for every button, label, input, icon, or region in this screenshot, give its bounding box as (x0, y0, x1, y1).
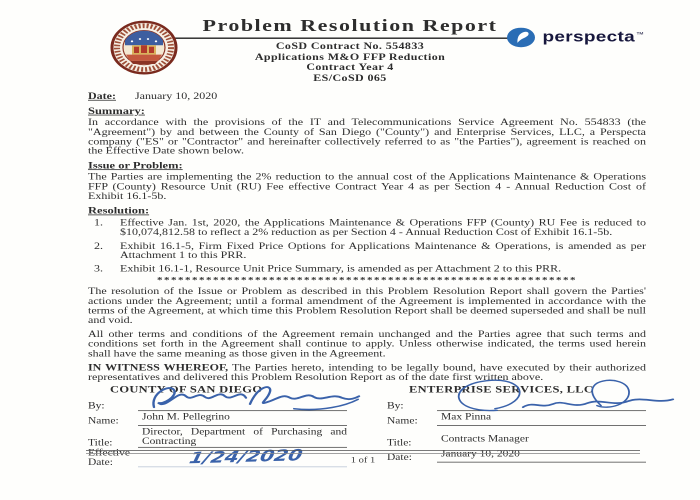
document-body (0, 91, 700, 467)
issue-heading: Issue or Problem: (88, 160, 183, 171)
other-terms-paragraph: All other terms and conditions of the Agreement remain unchanged and the Parties agree that such terms and conditions set forth in the Agreement shall continue to apply. Unless otherwise indicated, the terms used herein shall have the same meaning as those given in the Agreement. (88, 328, 646, 359)
contract-year: Contract Year 4 (306, 61, 394, 73)
contract-number: CoSD Contract No. 554833 (275, 40, 425, 52)
es-signer-title: Contracts Manager (441, 434, 529, 445)
footer-rule (86, 450, 640, 454)
handwritten-date: 1/24/2020 (187, 445, 305, 468)
page-title: Problem Resolution Report (202, 15, 498, 36)
item-text: Exhibit 16.1-1, Resource Unit Price Summary, is amended as per Attachment 2 to this PRR. (120, 262, 562, 274)
resolution-heading: Resolution: (88, 205, 150, 217)
page-number: 1 of 1 (350, 456, 376, 465)
date-value: January 10, 2020 (134, 90, 218, 102)
perspecta-logo-icon (506, 27, 536, 49)
es-org-name: ENTERPRISE SERVICES, LLC (409, 383, 594, 395)
county-of-san-diego-seal-icon (110, 20, 178, 75)
perspecta-logo (506, 27, 644, 49)
summary-heading: Summary: (88, 105, 145, 117)
title-underline (175, 16, 526, 39)
es-name-row (387, 413, 646, 426)
item-text: Effective Jan. 1st, 2020, the Applications Maintenance & Operations FFP (County) RU Fee is reduced to $10,074,812.58 to reflect a 2% reduction as per Section 4 - Annual Reduction Cost of Exhibit 16.1-5b. (120, 217, 646, 238)
governing-paragraph: The resolution of the Issue or Problem as described in this Problem Resolution Report shall govern the Parties' actions under the Agreement; until a formal amendment of the Agreement is implemented in accordance with the terms of the Agreement, at which time this Problem Resolution Report shall be deemed superseded and shall be null and void. (88, 285, 646, 326)
asterisk-separator: ************************************************************ (157, 275, 577, 285)
perspecta-wordmark: perspecta (542, 28, 635, 46)
es-by-row (387, 396, 646, 412)
document-header (0, 0, 700, 83)
resolution-item-2 (94, 241, 646, 260)
program-name: Applications M&O FFP Reduction (254, 51, 446, 63)
es-signature-line (437, 396, 646, 412)
name-label: Name: (387, 416, 418, 426)
witness-body: The Parties hereto, intending to be legally bound, have executed by their authorized representatives and delivered this Problem Resolution Report as of the date first written above. (88, 361, 646, 383)
resolution-item-1 (94, 218, 646, 237)
county-signature-line (138, 396, 347, 412)
date-label: Date: (387, 453, 412, 463)
witness-paragraph (88, 363, 646, 382)
doc-number: ES/CoSD 065 (313, 72, 387, 84)
item-number: 2. (94, 239, 103, 251)
title-label: Title: (387, 438, 412, 448)
title-label: Title: (88, 438, 113, 448)
resolution-item-3 (94, 264, 646, 274)
item-number: 1. (94, 217, 103, 228)
county-signer-name: John M. Pellegrino (138, 413, 347, 426)
date-label: Date: (88, 90, 116, 102)
county-signer-title: Director, Department of Purchasing and Contracting (138, 428, 347, 448)
issue-paragraph: The Parties are implementing the 2% reduction to the annual cost of the Applications Maintenance & Operations FFP (County) Resource Unit (RU) Fee effective Contract Year 4 as per Section 4 - Annual Reduction Cost of Exhibit 16.1-5b. (88, 171, 646, 202)
summary-paragraph: In accordance with the provisions of the IT and Telecommunications Service Agreement No. 554833 (the "Agreement") by and between the County of San Diego ("County") and Enterprise Services, LLC, a Perspecta company ("ES" or "Contractor" and hereinafter collectively referred to as "the Parties"), agreement is reached on the Effective Date shown below. (88, 116, 646, 157)
es-title-row (387, 428, 646, 448)
by-label: By: (387, 401, 404, 412)
effective-date-label: Effective Date: (88, 448, 130, 468)
by-label: By: (88, 401, 105, 412)
witness-lead: IN WITNESS WHEREOF, (88, 361, 229, 373)
item-number: 3. (94, 262, 103, 274)
document-footer (86, 445, 640, 468)
county-org-name: COUNTY OF SAN DIEGO (110, 383, 263, 395)
es-sign-date: January 10, 2020 (437, 450, 646, 463)
es-signer-name: Max Pinna (437, 413, 646, 426)
trademark-symbol: ™ (636, 30, 644, 38)
name-label: Name: (88, 416, 119, 426)
county-name-row (88, 413, 347, 426)
item-text: Exhibit 16.1-5, Firm Fixed Price Options for Applications Maintenance & Operations, is amended as per Attachment 1 to this PRR. (120, 239, 646, 261)
date-row (88, 91, 646, 101)
county-by-row (88, 396, 347, 412)
county-title-row (88, 428, 347, 448)
